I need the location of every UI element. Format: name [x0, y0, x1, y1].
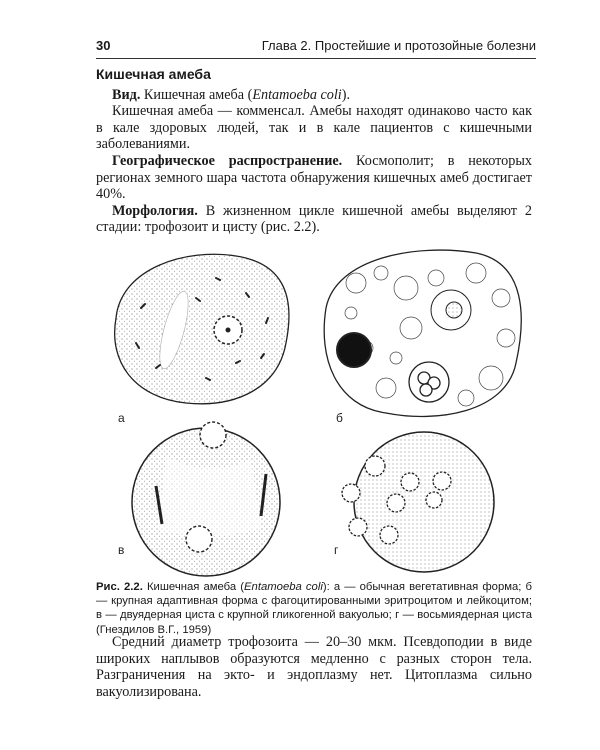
main-text — [96, 66, 532, 236]
page-number: 30 — [96, 38, 111, 53]
caption-start: Кишечная амеба ( — [142, 581, 245, 593]
section-title: Кишечная амеба — [96, 66, 211, 82]
figure-2-2 — [96, 238, 536, 578]
geography-label: Географическое распространение. — [112, 152, 343, 169]
species-text: Кишечная амеба ( — [143, 86, 253, 103]
species-end: ). — [341, 86, 351, 103]
species-label: Вид. — [112, 86, 141, 103]
amoeba-b — [324, 250, 521, 416]
bottom-text — [96, 634, 532, 700]
trophozoite-paragraph: Средний диаметр трофозоита — 20–30 мкм. Псевдоподии в виде широких наплывов образуются медленно с разных сторон тела. Разграничения на экто- и эндоплазму нет. Цитоплазма сильно вакуолизирована. — [96, 634, 532, 700]
amoeba-a — [115, 254, 289, 403]
caption-label: Рис. 2.2. — [96, 581, 143, 593]
cyst-v — [132, 422, 280, 576]
commensal-paragraph: Кишечная амеба — комменсал. Амебы находят одинаково часто как в кале здоровых людей, так и в кале пациентов с кишечными заболеваниями. — [96, 103, 532, 153]
figure-label-a: а — [118, 411, 125, 425]
header-rule — [96, 58, 536, 59]
morphology-paragraph — [96, 203, 532, 236]
species-latin: Entamoeba coli — [252, 86, 342, 103]
geography-text: Космополит; в некоторых регионах земного шара частота обнаружения кишечных амеб достигает 40%. — [96, 152, 532, 203]
geography-paragraph — [96, 153, 532, 203]
caption-latin: Entamoeba coli — [244, 581, 323, 593]
figure-label-b: б — [336, 411, 343, 425]
species-paragraph — [96, 87, 532, 104]
figure-label-g: г — [334, 543, 339, 557]
figure-caption — [96, 580, 532, 637]
chapter-title: Глава 2. Простейшие и протозойные болезни — [261, 38, 536, 53]
page-header — [96, 38, 536, 53]
morphology-text: В жизненном цикле кишечной амебы выделяют 2 стадии: трофозоит и цисту (рис. 2.2). — [96, 202, 532, 236]
caption-rest: ): а — обычная вегетативная форма; б — крупная адаптивная форма с фагоцитированными эритроцитом и лейкоцитом; в — двуядерная циста с крупной гликогенной вакуолью; г — восьмиядерная циста (Гнездилов В.Г., 1959) — [96, 581, 533, 636]
morphology-label: Морфология. — [112, 202, 198, 219]
cyst-g — [342, 432, 494, 572]
figure-label-v: в — [118, 543, 125, 557]
